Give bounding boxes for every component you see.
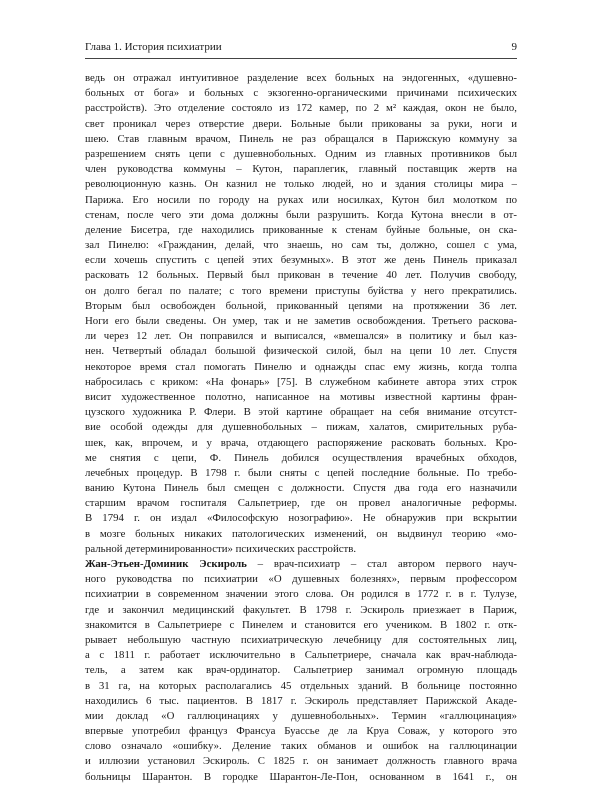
body-text <box>85 71 517 785</box>
text-line: некоторое время стал помогать Пинелю и однажды спас ему жизнь, когда толпа <box>85 360 517 373</box>
text-line: В 1794 г. он издал «Философскую нозографию». Не обнаружив при вскрытии <box>85 512 517 525</box>
text-line: мии доклад «О галлюцинациях у душевнобольных». Термин «галлюцинация» <box>85 709 517 722</box>
text-line: если хочешь спустить с цепей этих безумных». В этот же день Пинель приказал <box>85 254 517 267</box>
text-line: Вторым был освобожден больной, прикованный цепями на протяжении 36 лет. <box>85 299 517 312</box>
text-line: ральной детерминированности» психических расстройств. <box>85 542 357 555</box>
text-line: цузского художника Р. Флери. В этой картине обращает на себя внимание отсутст- <box>85 406 517 419</box>
text-line: ного руководства по психиатрии «О душевных болезнях», первым профессором <box>85 573 517 586</box>
text-line: набросилась с криком: «На фонарь» [75]. В служебном кабинете автора этих строк <box>85 375 517 388</box>
text-line: впервые употребил француз Франсуа Буассье де ла Круа Соваж, у которого это <box>85 725 517 738</box>
text-line: старшим врачом госпиталя Сальпетриер, где он провел аналогичные реформы. <box>85 497 517 510</box>
text-line: знакомится в Сальпетриере с Пинелем и становится его учеником. В 1802 г. отк- <box>85 618 517 631</box>
text-line: и иллюзии установил Эскироль. С 1825 г. он занимает должность главного врача <box>85 755 517 768</box>
person-name-bold: Жан-Этьен-Доминик Эскироль <box>85 558 247 570</box>
running-header <box>85 40 517 54</box>
text-line: лечебных процедур. В 1798 г. были сняты с цепей последние больные. По требо- <box>85 466 517 479</box>
text-line: а с 1811 г. работает исключительно в Сальпетриере, сначала как врач-наблюда- <box>85 649 517 662</box>
text-line: находились 6 тыс. пациентов. В 1817 г. Эскироль представляет Парижской Акаде- <box>85 694 517 707</box>
text-line: нен. Четвертый обладал большой физической силой, был на цепи 10 лет. Спустя <box>85 345 517 358</box>
text-line: висит художественное полотно, написанное на мотивы известной картины фран- <box>85 390 517 403</box>
text-line: ме снятия с цепи, Ф. Пинель добился осуществления врачебных обходов, <box>85 451 517 464</box>
text-line: ли через 12 лет. Он поправился и выписался, «вмешался» в политику и был каз- <box>85 330 517 343</box>
text-line: ванию Кутона Пинель был смещен с должности. Спустя два года его назначили <box>85 482 517 495</box>
text-line: свет проникал через отверстие двери. Больные были прикованы за руки, ноги и <box>85 117 517 130</box>
text-line: шею. Став главным врачом, Пинель не раз обращался в Парижскую коммуну за <box>85 132 517 145</box>
page-number: 9 <box>511 41 517 53</box>
text-line: он долго бегал по палате; с того времени приступы буйства у него прекратились. <box>85 284 517 297</box>
text-line: больных от бога» и больных с экзогенно-органическими причинами психических <box>85 87 517 100</box>
text-line: стенам, после чего эти дома должны были разрушить. Когда Кутона внесли в от- <box>85 208 517 221</box>
chapter-title: Глава 1. История психиатрии <box>85 41 222 53</box>
text-line: в 31 га, на которых располагались 45 отдельных зданий. В больнице постоянно <box>85 679 517 692</box>
text-line: расковать 12 больных. Первый был прикован в течение 40 лет. Получив свободу, <box>85 269 517 282</box>
text-line: деление Бисетра, где находились прикованные к стенам буйные больные, он ска- <box>85 223 517 236</box>
text-line: тель, а затем как врач-ординатор. Сальпетриер занимал огромную площадь <box>85 664 517 677</box>
text-line: разрешением снять цепи с душевнобольных. Одним из главных противников был <box>85 147 517 160</box>
text-line: Парижа. Его носили по городу на руках или носилках, Кутон бил молотком по <box>85 193 517 206</box>
text-line: член руководства коммуны – Кутон, параплегик, главный поставщик жертв на <box>85 163 517 176</box>
text-line-with-bold-name: Жан-Этьен-Доминик Эскироль – врач-психиатр – стал автором первого науч- <box>85 558 517 570</box>
text-line: революционную казнь. Он казнил не только людей, но и здания столицы мира – <box>85 178 517 191</box>
text-line: расстройств). Это отделение состояло из 172 камер, по 2 м² каждая, окон не было, <box>85 102 517 115</box>
text-line: рывает небольшую частную психиатрическую лечебницу для состоятельных лиц, <box>85 633 517 646</box>
text-line: ведь он отражал интуитивное разделение всех больных на эндогенных, «душевно- <box>85 72 517 84</box>
text-line: где и закончил медицинский факультет. В 1798 г. Эскироль приезжает в Париж, <box>85 603 517 616</box>
text-line: шек, как, впрочем, и у врача, отдающего распоряжение расковать больных. Кро- <box>85 436 517 449</box>
text-line: зал Пинелю: «Гражданин, делай, что знаешь, но сам ты, должно, сошел с ума, <box>85 239 517 252</box>
text-line: психиатрии в современном значении этого слова. Он родился в 1772 г. в г. Тулузе, <box>85 588 517 601</box>
text-line: Ноги его были сведены. Он умер, так и не заметив освобождения. Третьего раскова- <box>85 315 517 327</box>
text-line: вие особой одежды для душевнобольных – пижам, халатов, смирительных рубa- <box>85 421 517 434</box>
text-line: больницы Шарантон. В городке Шарантон-Ле-Пон, основанном в 1641 г., он <box>85 770 517 783</box>
text-line: слово означало «ошибку». Деление таких обманов и ошибок на галлюцинации <box>85 740 517 753</box>
text-line: в мозге больных никаких патологических изменений, он выдвинул теорию «мо- <box>85 527 517 540</box>
header-rule <box>85 58 517 59</box>
